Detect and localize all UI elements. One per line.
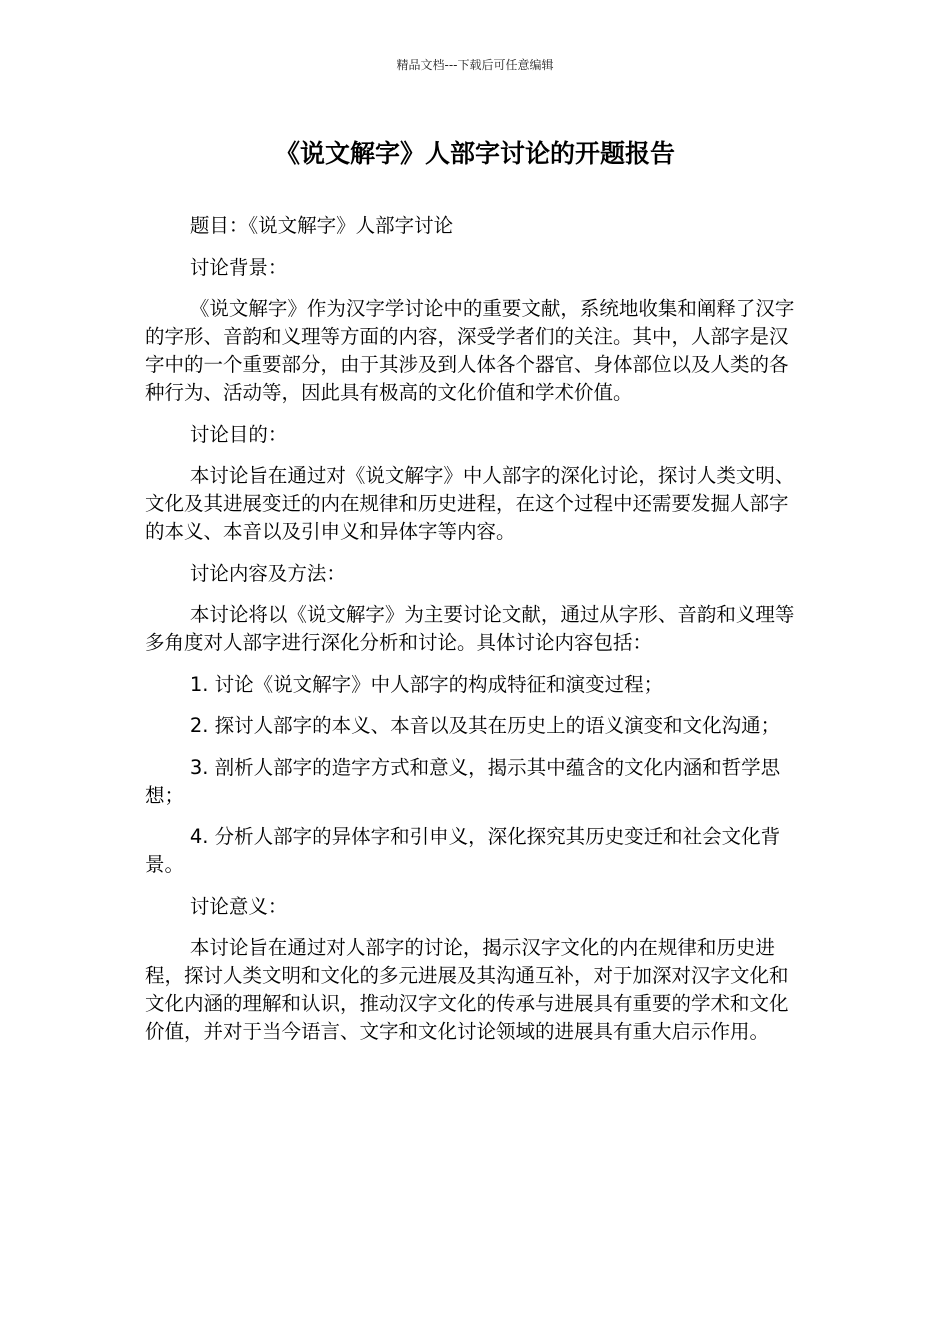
list-item-4: 4. 分析人部字的异体字和引申义，深化探究其历史变迁和社会文化背景。 bbox=[145, 825, 781, 876]
list-item-1: 1. 讨论《说文解字》中人部字的构成特征和演变过程； bbox=[189, 672, 664, 696]
section-heading-background: 讨论背景： bbox=[189, 255, 288, 279]
list-item-2: 2. 探讨人部字的本义、本音以及其在历史上的语义演变和文化沟通； bbox=[189, 714, 781, 737]
topic-line: 题目：《说文解字》人部字讨论 bbox=[189, 214, 454, 237]
header-note: 精品文档---下载后可任意编辑 bbox=[396, 58, 554, 72]
content-method-paragraph: 本讨论将以《说文解字》为主要讨论文献，通过从字形、音韵和义理等多角度对人部字进行深化分析和讨论。具体讨论内容包括： bbox=[145, 603, 795, 654]
document-body bbox=[145, 212, 805, 1060]
purpose-paragraph: 本讨论旨在通过对《说文解字》中人部字的深化讨论，探讨人类文明、文化及其进展变迁的内在规律和历史进程，在这个过程中还需要发掘人部字的本义、本音以及引申义和异体字等内容。 bbox=[145, 464, 795, 543]
section-heading-purpose: 讨论目的： bbox=[189, 422, 288, 446]
significance-paragraph: 本讨论旨在通过对人部字的讨论，揭示汉字文化的内在规律和历史进程，探讨人类文明和文化的多元进展及其沟通互补，对于加深对汉字文化和文化内涵的理解和认识，推动汉字文化的传承与进展具有重要的学术和文化价值，并对于当今语言、文字和文化讨论领域的进展具有重大启示作用。 bbox=[145, 936, 789, 1043]
document-title: 《说文解字》人部字讨论的开题报告 bbox=[274, 139, 675, 168]
background-paragraph: 《说文解字》作为汉字学讨论中的重要文献，系统地收集和阐释了汉字的字形、音韵和义理等方面的内容，深受学者们的关注。其中，人部字是汉字中的一个重要部分，由于其涉及到人体各个器官、身体部位以及人类的各种行为、活动等，因此具有极高的文化价值和学术价值。 bbox=[145, 297, 795, 404]
section-heading-content-method: 讨论内容及方法： bbox=[189, 561, 346, 585]
list-item-3: 3. 剖析人部字的造字方式和意义，揭示其中蕴含的文化内涵和哲学思想； bbox=[145, 755, 781, 807]
section-heading-significance: 讨论意义： bbox=[189, 894, 288, 918]
